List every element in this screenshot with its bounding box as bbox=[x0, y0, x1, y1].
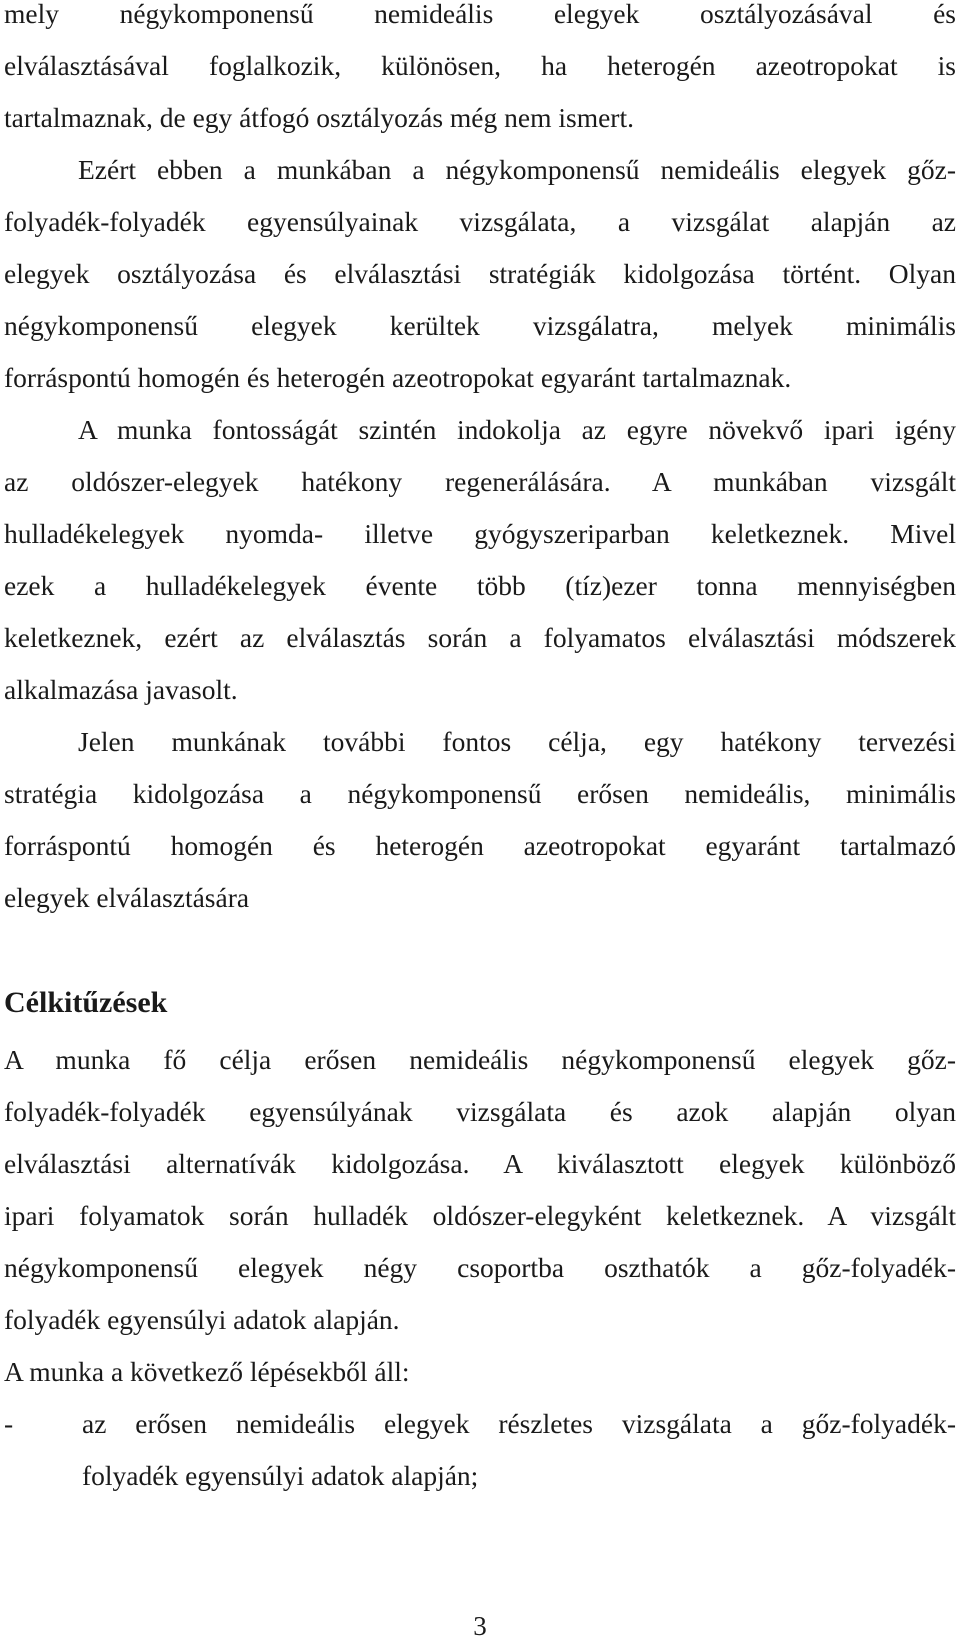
section-heading: Célkitűzések bbox=[4, 986, 168, 1019]
list-item bbox=[4, 1404, 956, 1496]
text-line: Ezért ebben a munkában a négykomponensű nemideális elegyek gőz- bbox=[78, 154, 956, 185]
text-line: forráspontú homogén és heterogén azeotropokat egyaránt tartalmaznak. bbox=[4, 362, 792, 393]
text-line: az oldószer-elegyek hatékony regenerálására. A munkában vizsgált bbox=[4, 466, 956, 497]
list-item-line: az erősen nemideális elegyek részletes vizsgálata a gőz-folyadék- bbox=[82, 1408, 956, 1439]
text-line: ezek a hulladékelegyek évente több (tíz)ezer tonna mennyiségben bbox=[4, 570, 956, 601]
text-line: mely négykomponensű nemideális elegyek osztályozásával és bbox=[4, 0, 956, 29]
text-line: ipari folyamatok során hulladék oldószer-elegyként keletkeznek. A vizsgált bbox=[4, 1200, 956, 1231]
text-line: A munka fő célja erősen nemideális négykomponensű elegyek gőz- bbox=[4, 1044, 956, 1075]
text-line: folyadék-folyadék egyensúlyainak vizsgálata, a vizsgálat alapján az bbox=[4, 206, 956, 237]
text-line: Jelen munkának további fontos célja, egy hatékony tervezési bbox=[78, 726, 956, 757]
text-line: hulladékelegyek nyomda- illetve gyógyszeriparban keletkeznek. Mivel bbox=[4, 518, 956, 549]
text-line: elegyek elválasztására bbox=[4, 882, 250, 913]
text-line: tartalmaznak, de egy átfogó osztályozás még nem ismert. bbox=[4, 102, 634, 133]
text-line: elválasztási alternatívák kidolgozása. A kiválasztott elegyek különböző bbox=[4, 1148, 956, 1179]
text-line: forráspontú homogén és heterogén azeotropokat egyaránt tartalmazó bbox=[4, 830, 956, 861]
text-line: négykomponensű elegyek négy csoportba oszthatók a gőz-folyadék- bbox=[4, 1252, 956, 1283]
text-line: négykomponensű elegyek kerültek vizsgálatra, melyek minimális bbox=[4, 310, 956, 341]
list-item-line: folyadék egyensúlyi adatok alapján; bbox=[82, 1460, 479, 1491]
text-line: stratégia kidolgozása a négykomponensű erősen nemideális, minimális bbox=[4, 778, 956, 809]
text-line: folyadék-folyadék egyensúlyának vizsgálata és azok alapján olyan bbox=[4, 1096, 956, 1127]
steps-intro: A munka a következő lépésekből áll: bbox=[4, 1356, 410, 1387]
text-line: folyadék egyensúlyi adatok alapján. bbox=[4, 1304, 400, 1335]
list-bullet: - bbox=[4, 1408, 14, 1439]
text-line: A munka fontosságát szintén indokolja az egyre növekvő ipari igény bbox=[78, 414, 956, 445]
text-line: elegyek osztályozása és elválasztási stratégiák kidolgozása történt. Olyan bbox=[4, 258, 956, 289]
page-number: 3 bbox=[473, 1611, 487, 1641]
text-line: elválasztásával foglalkozik, különösen, ha heterogén azeotropokat is bbox=[4, 50, 956, 81]
text-line: keletkeznek, ezért az elválasztás során a folyamatos elválasztási módszerek bbox=[4, 622, 956, 653]
text-line: alkalmazása javasolt. bbox=[4, 674, 238, 705]
